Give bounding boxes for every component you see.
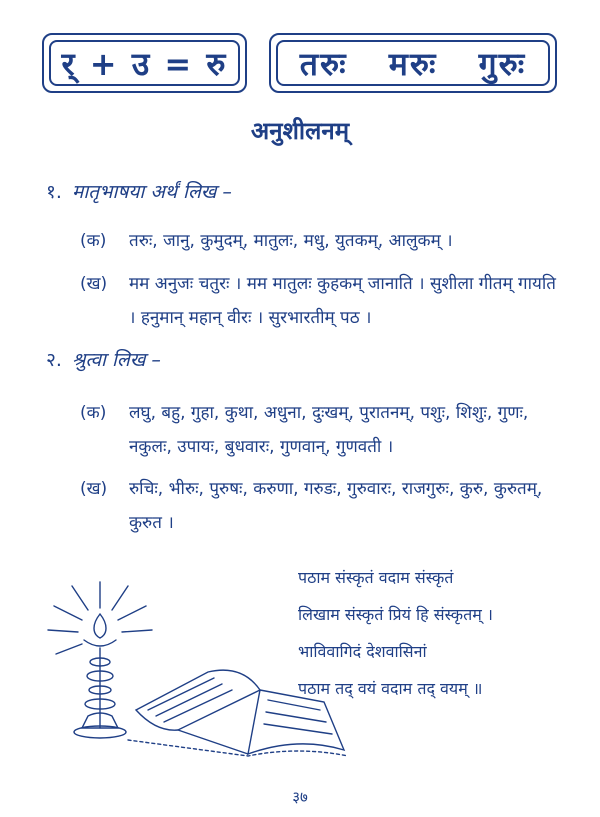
verse-line: भाविवागिदं देशवासिनां: [298, 642, 427, 661]
item-text: तरुः, जानु, कुमुदम्, मातुलः, मधु, युतकम्, आलुकम् ।: [129, 231, 453, 251]
flame-icon: [94, 614, 106, 638]
section-1-number: १.: [46, 181, 62, 203]
verse-line: लिखाम संस्कृतं प्रियं हि संस्कृतम् ।: [298, 605, 493, 624]
verse-line: पठाम तद् वयं वदाम तद् वयम् ॥: [298, 679, 483, 698]
item-text: रुचिः, भीरुः, पुरुषः, करुणा, गरुडः, गुरुवारः, राजगुरुः, कुरु, कुरुतम्, कुरुत ।: [129, 479, 543, 533]
light-rays-icon: [48, 582, 152, 654]
formula-text: र् + उ = रु: [61, 44, 228, 83]
examples-box: [269, 33, 557, 93]
page-title: अनुशीलनम्: [250, 117, 350, 145]
page-number: ३७: [292, 788, 308, 806]
item-label: (ख): [80, 479, 108, 499]
lamp-stand-icon: [74, 648, 126, 738]
formula-box: [42, 33, 247, 93]
section-1-heading: [46, 178, 232, 204]
section-1-text: मातृभाषया अर्थं लिख –: [72, 181, 232, 203]
examples-text: तरुः मरुः गुरुः: [299, 44, 527, 83]
item-label: (ख): [80, 274, 108, 294]
item-text: लघु, बहु, गुहा, कुथा, अधुना, दुःखम्, पुरातनम्, पशुः, शिशुः, गुणः, नकुलः, उपायः, बुधवारः, गुणवान्, गुणवती ।: [129, 403, 529, 457]
section-1-item-kha: [80, 267, 560, 335]
header-boxes: [42, 33, 558, 97]
verse-block: [298, 559, 493, 707]
section-2-item-ka: [80, 396, 560, 464]
section-2-heading: [46, 346, 161, 372]
section-2-text: श्रुत्वा लिख –: [72, 349, 161, 371]
section-1-item-ka: [80, 224, 560, 258]
section-2-number: २.: [46, 349, 62, 371]
item-text: मम अनुजः चतुरः । मम मातुलः कुहकम् जानाति । सुशीला गीतम् गायति । हनुमान् महान् वीरः । सुरभारतीम् पठ ।: [129, 274, 556, 328]
item-label: (क): [80, 231, 107, 251]
item-label: (क): [80, 403, 107, 423]
section-2-item-kha: [80, 472, 560, 540]
verse-line: पठाम संस्कृतं वदाम संस्कृतं: [298, 568, 454, 587]
